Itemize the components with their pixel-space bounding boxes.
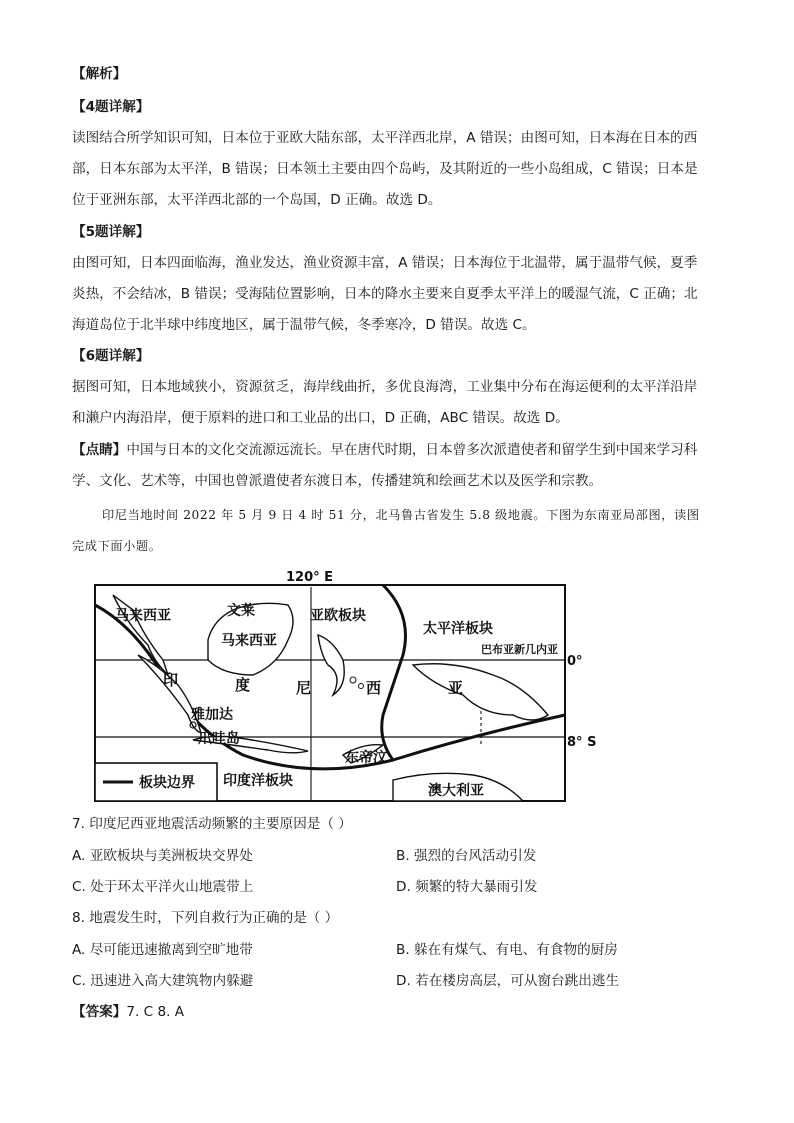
q5-line-1: 由图可知，日本四面临海，渔业发达，渔业资源丰富，A 错误；日本海位于北温带，属于温带气候，夏季	[72, 255, 698, 271]
label-ni: 尼	[296, 679, 312, 697]
q5-line-3: 海道岛位于北半球中纬度地区，属于温带气候，冬季寒冷，D 错误。故选 C。	[72, 317, 536, 333]
label-east-timor: 东帝汶	[345, 750, 387, 766]
q8-option-d: D. 若在楼房高层，可从窗台跳出逃生	[396, 973, 620, 989]
lat-8s-label: 8° S	[567, 735, 597, 750]
legend-label: 板块边界	[139, 775, 195, 791]
label-malaysia-east: 马来西亚	[221, 633, 277, 649]
comment-line-1	[72, 440, 697, 460]
label-png: 巴布亚新几内亚	[481, 643, 558, 656]
q4-line-1: 读图结合所学知识可知，日本位于亚欧大陆东部，太平洋西北岸，A 错误；由图可知，日本海在日本的西	[72, 130, 698, 146]
label-jakarta: 雅加达	[191, 707, 233, 723]
answer-line	[72, 1002, 184, 1022]
lat-0-label: 0°	[567, 654, 583, 669]
label-australia: 澳大利亚	[428, 783, 484, 799]
label-eurasian-plate: 亚欧板块	[310, 608, 366, 624]
q6-line-1: 据图可知，日本地域狭小，资源贫乏，海岸线曲折，多优良海湾，工业集中分布在海运便利的太平洋沿岸	[72, 379, 698, 395]
analysis-label: 【解析】	[72, 66, 127, 82]
comment-text-1: 中国与日本的文化交流源远流长。早在唐代时期，日本曾多次派遣使者和留学生到中国来学习科	[126, 442, 698, 458]
label-brunei: 文莱	[227, 603, 255, 619]
q8-option-c: C. 迅速进入高大建筑物内躲避	[72, 973, 254, 989]
q4-header: 【4题详解】	[72, 99, 150, 115]
q8-option-b: B. 躲在有煤气、有电、有食物的厨房	[396, 942, 618, 958]
lon-120e-label: 120° E	[286, 570, 334, 585]
label-yin: 印	[163, 671, 179, 689]
q4-line-2: 部，日本东部为太平洋，B 错误；日本领土主要由四个岛屿，及其附近的一些小岛组成，C 错误；日本是	[72, 161, 698, 177]
label-pacific-plate: 太平洋板块	[423, 621, 493, 637]
answer-label: 【答案】	[72, 1004, 127, 1020]
label-indian-plate: 印度洋板块	[223, 773, 293, 789]
q5-header: 【5题详解】	[72, 224, 150, 240]
label-malaysia-west: 马来西亚	[115, 608, 171, 624]
q8-option-a: A. 尽可能迅速撤离到空旷地带	[72, 942, 253, 958]
q6-line-2: 和濑户内海沿岸，便于原料的进口和工业品的出口，D 正确，ABC 错误。故选 D。	[72, 410, 569, 426]
q5-line-2: 炎热，不会结冰，B 错误；受海陆位置影响，日本的降水主要来自夏季太平洋上的暖湿气流，C 正确；北	[72, 286, 698, 302]
q6-header: 【6题详解】	[72, 348, 150, 364]
label-java: 爪哇岛	[198, 731, 240, 747]
southeast-asia-map	[93, 565, 597, 805]
intro-line-2: 完成下面小题。	[72, 539, 162, 553]
q7-option-c: C. 处于环太平洋火山地震带上	[72, 879, 254, 895]
answer-text: 7. C 8. A	[126, 1004, 185, 1020]
q4-line-3: 位于亚洲东部，太平洋西北部的一个岛国，D 正确。故选 D。	[72, 192, 442, 208]
comment-line-2: 学、文化、艺术等，中国也曾派遣使者东渡日本，传播建筑和绘画艺术以及医学和宗教。	[72, 473, 603, 489]
intro-line-1: 印尼当地时间 2022 年 5 月 9 日 4 时 51 分，北马鲁古省发生 5.8 级地震。下图为东南亚局部图，读图	[102, 508, 700, 522]
q7-stem: 7. 印度尼西亚地震活动频繁的主要原因是（ ）	[72, 816, 352, 832]
q7-option-a: A. 亚欧板块与美洲板块交界处	[72, 848, 253, 864]
label-xi: 西	[366, 679, 382, 697]
q7-option-b: B. 强烈的台风活动引发	[396, 848, 537, 864]
label-ya: 亚	[448, 679, 464, 697]
label-du: 度	[235, 676, 251, 694]
q7-option-d: D. 频繁的特大暴雨引发	[396, 879, 538, 895]
q8-stem: 8. 地震发生时，下列自救行为正确的是（ ）	[72, 910, 339, 926]
comment-label: 【点睛】	[72, 442, 127, 458]
